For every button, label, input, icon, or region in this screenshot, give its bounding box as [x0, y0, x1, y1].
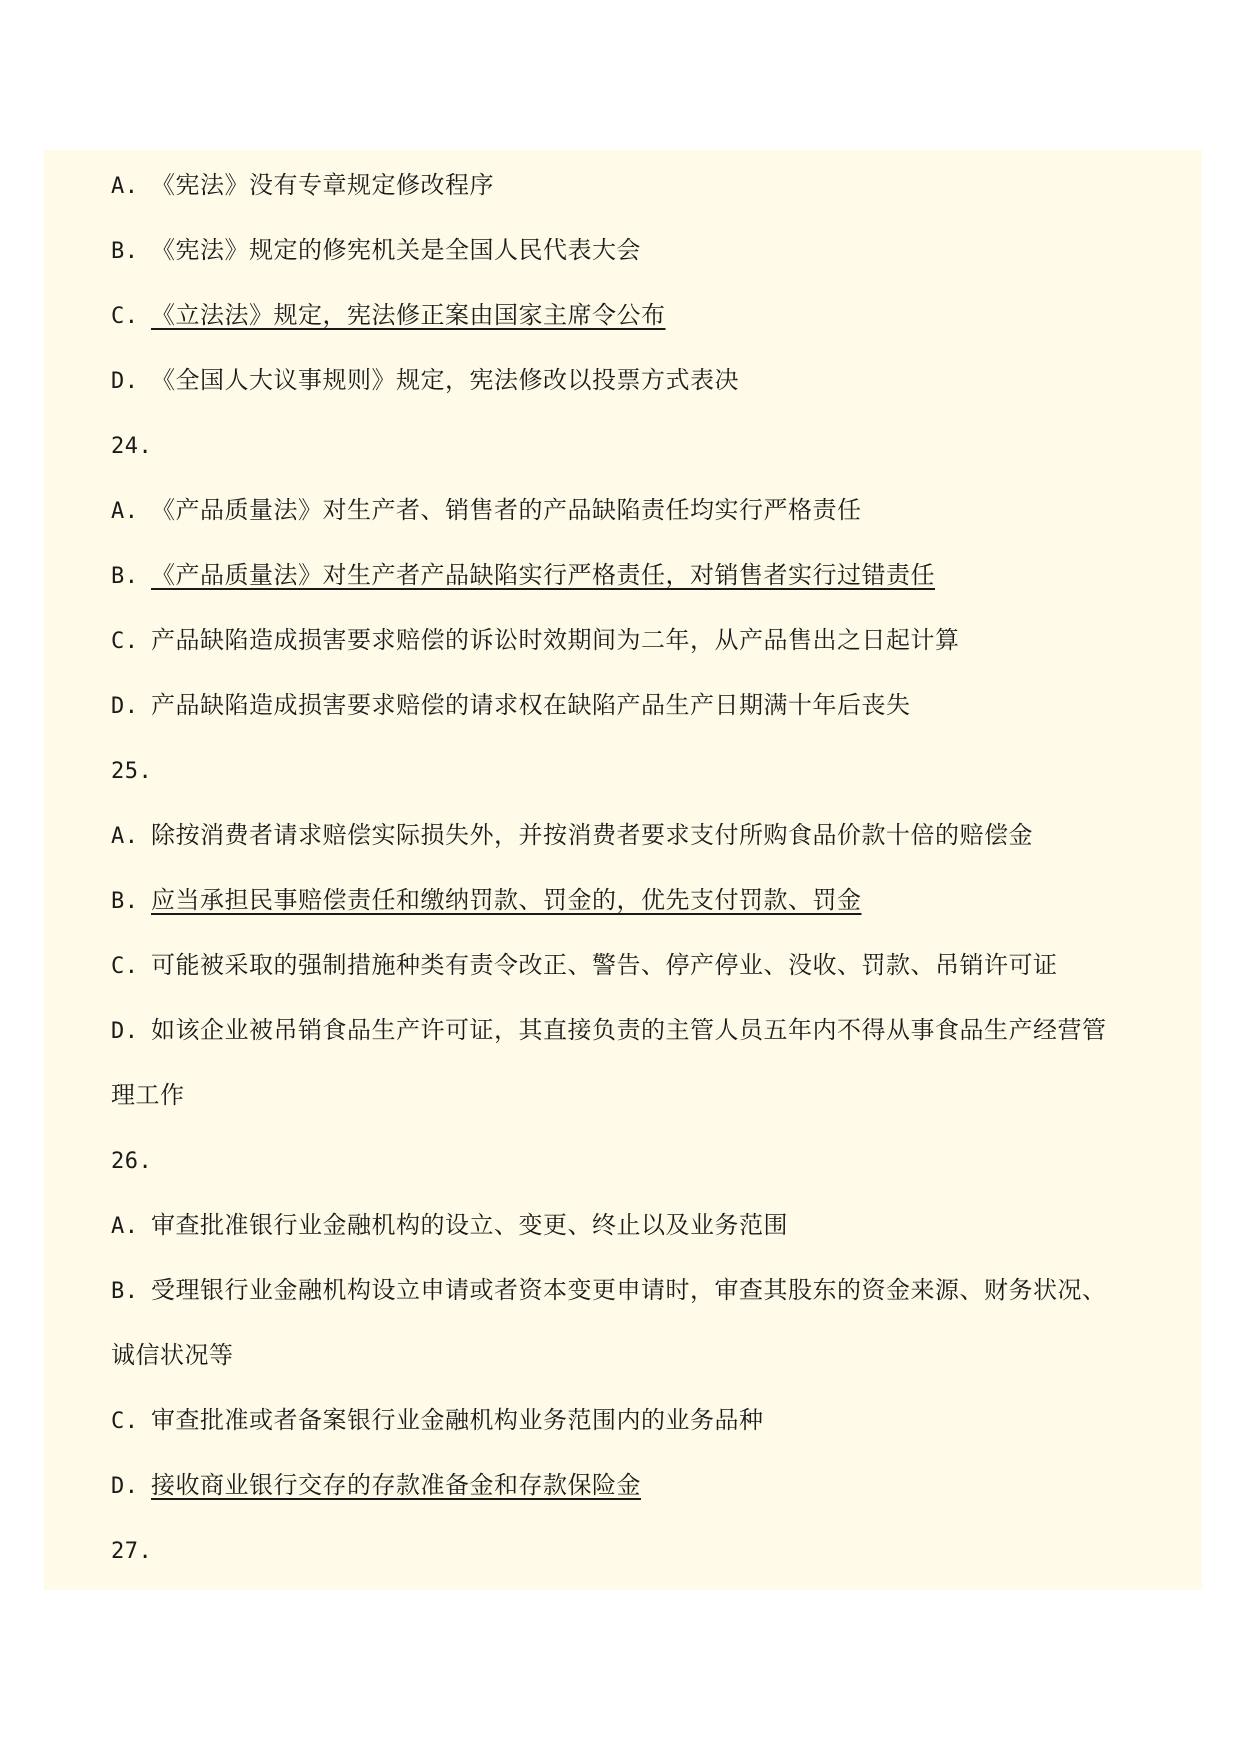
option-line: [111, 290, 1141, 355]
option-label: B.: [111, 889, 139, 914]
question-number: [111, 1525, 1141, 1590]
question-number: [111, 1135, 1141, 1200]
option-label: C.: [111, 304, 139, 329]
question-number-text: 27.: [111, 1539, 153, 1564]
option-text: 受理银行业金融机构设立申请或者资本变更申请时，审查其股东的资金来源、财务状况、: [151, 1276, 1107, 1304]
answer-option-text: 《产品质量法》对生产者产品缺陷实行严格责任，对销售者实行过错责任: [151, 561, 935, 589]
option-line: [111, 550, 1141, 615]
option-text: 可能被采取的强制措施种类有责令改正、警告、停产停业、没收、罚款、吊销许可证: [151, 951, 1058, 979]
question-number-text: 24.: [111, 434, 153, 459]
question-number-text: 25.: [111, 759, 153, 784]
option-label: D.: [111, 1474, 139, 1499]
answer-option-text: 《立法法》规定，宪法修正案由国家主席令公布: [151, 301, 666, 329]
option-label: A.: [111, 1214, 139, 1239]
option-line: [111, 615, 1141, 680]
option-line: [111, 485, 1141, 550]
option-line: [111, 875, 1141, 940]
option-text: 产品缺陷造成损害要求赔偿的请求权在缺陷产品生产日期满十年后丧失: [151, 691, 911, 719]
option-text: 《宪法》规定的修宪机关是全国人民代表大会: [151, 236, 641, 264]
option-line: [111, 1265, 1141, 1330]
option-line: [111, 1200, 1141, 1265]
option-text: 《宪法》没有专章规定修改程序: [151, 171, 494, 199]
option-text: 《全国人大议事规则》规定，宪法修改以投票方式表决: [151, 366, 739, 394]
option-label: B.: [111, 564, 139, 589]
option-label: D.: [111, 1019, 139, 1044]
option-continuation: [111, 1330, 1141, 1395]
question-number: [111, 745, 1141, 810]
question-number: [111, 420, 1141, 485]
option-continuation: [111, 1070, 1141, 1135]
option-label: D.: [111, 694, 139, 719]
option-text: 审查批准银行业金融机构的设立、变更、终止以及业务范围: [151, 1211, 788, 1239]
option-text: 除按消费者请求赔偿实际损失外，并按消费者要求支付所购食品价款十倍的赔偿金: [151, 821, 1033, 849]
option-label: C.: [111, 1409, 139, 1434]
option-text: 如该企业被吊销食品生产许可证，其直接负责的主管人员五年内不得从事食品生产经营管: [151, 1016, 1107, 1044]
option-line: [111, 1460, 1141, 1525]
option-continuation-text: 理工作: [111, 1081, 185, 1109]
option-line: [111, 160, 1141, 225]
option-label: C.: [111, 954, 139, 979]
option-line: [111, 680, 1141, 745]
option-label: A.: [111, 174, 139, 199]
option-label: D.: [111, 369, 139, 394]
option-label: C.: [111, 629, 139, 654]
option-continuation-text: 诚信状况等: [111, 1341, 234, 1369]
answer-option-text: 应当承担民事赔偿责任和缴纳罚款、罚金的，优先支付罚款、罚金: [151, 886, 862, 914]
option-line: [111, 225, 1141, 290]
question-number-text: 26.: [111, 1149, 153, 1174]
option-text: 《产品质量法》对生产者、销售者的产品缺陷责任均实行严格责任: [151, 496, 862, 524]
option-text: 审查批准或者备案银行业金融机构业务范围内的业务品种: [151, 1406, 764, 1434]
option-label: A.: [111, 824, 139, 849]
option-label: B.: [111, 239, 139, 264]
option-line: [111, 355, 1141, 420]
option-line: [111, 940, 1141, 1005]
answer-option-text: 接收商业银行交存的存款准备金和存款保险金: [151, 1471, 641, 1499]
option-line: [111, 810, 1141, 875]
document-body: [111, 160, 1141, 1590]
option-line: [111, 1005, 1141, 1070]
option-label: A.: [111, 499, 139, 524]
option-label: B.: [111, 1279, 139, 1304]
option-line: [111, 1395, 1141, 1460]
option-text: 产品缺陷造成损害要求赔偿的诉讼时效期间为二年，从产品售出之日起计算: [151, 626, 960, 654]
